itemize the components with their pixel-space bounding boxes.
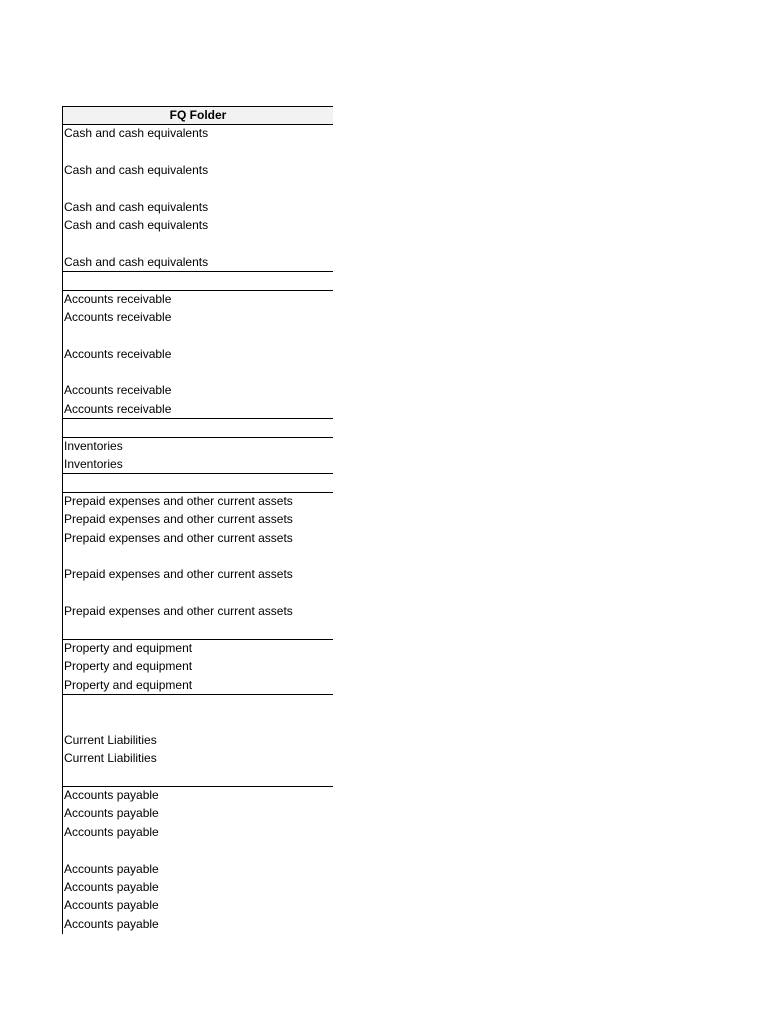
table-cell[interactable]: Accounts payable	[64, 880, 159, 895]
empty-cell[interactable]	[63, 585, 333, 603]
spreadsheet-column	[62, 106, 333, 934]
table-cell[interactable]: Accounts payable	[64, 861, 159, 876]
table-cell[interactable]: Inventories	[63, 456, 333, 474]
table-cell[interactable]: Prepaid expenses and other current assets	[64, 493, 293, 508]
table-cell[interactable]: Accounts payable	[64, 824, 159, 839]
empty-cell[interactable]	[63, 419, 333, 437]
empty-cell[interactable]	[63, 364, 333, 382]
empty-cell[interactable]	[63, 548, 333, 566]
table-cell[interactable]: Cash and cash equivalents	[64, 162, 209, 177]
empty-cell[interactable]	[63, 272, 333, 290]
column-header-fq-folder[interactable]: FQ Folder	[63, 106, 333, 125]
empty-cell[interactable]	[63, 474, 333, 492]
table-cell[interactable]: Prepaid expenses and other current assets	[64, 512, 293, 527]
column-cells	[63, 125, 333, 934]
empty-cell[interactable]	[63, 714, 333, 732]
empty-cell[interactable]	[63, 695, 333, 713]
empty-cell[interactable]	[63, 143, 333, 161]
empty-cell[interactable]	[63, 235, 333, 253]
table-cell[interactable]: Cash and cash equivalents	[63, 254, 333, 272]
table-cell[interactable]: Prepaid expenses and other current assets	[64, 604, 293, 619]
table-cell[interactable]: Accounts payable	[64, 806, 159, 821]
empty-cell[interactable]	[63, 180, 333, 198]
table-cell[interactable]: Cash and cash equivalents	[64, 199, 209, 214]
table-cell[interactable]: Cash and cash equivalents	[64, 126, 209, 140]
table-cell[interactable]: Prepaid expenses and other current assets	[64, 567, 293, 582]
table-cell[interactable]: Accounts receivable	[64, 383, 172, 398]
table-cell[interactable]: Accounts receivable	[63, 401, 333, 419]
table-cell[interactable]: Cash and cash equivalents	[64, 217, 209, 232]
table-cell[interactable]: Accounts payable	[64, 788, 159, 803]
table-cell[interactable]: Prepaid expenses and other current assets	[64, 530, 293, 545]
empty-cell[interactable]	[63, 769, 333, 787]
table-cell[interactable]: Accounts receivable	[64, 346, 172, 361]
empty-cell[interactable]	[63, 327, 333, 345]
table-cell[interactable]: Accounts receivable	[64, 309, 172, 324]
table-cell[interactable]: Property and equipment	[64, 640, 193, 655]
table-cell[interactable]: Accounts payable	[64, 898, 159, 913]
table-cell[interactable]: Inventories	[64, 438, 123, 453]
table-cell[interactable]: Accounts receivable	[64, 291, 172, 306]
table-cell[interactable]: Current Liabilities	[64, 751, 157, 766]
table-cell[interactable]: Property and equipment	[63, 677, 333, 695]
empty-cell[interactable]	[63, 622, 333, 640]
empty-cell[interactable]	[63, 842, 333, 860]
table-cell[interactable]: Accounts payable	[64, 916, 159, 931]
table-cell[interactable]: Property and equipment	[64, 659, 193, 674]
table-cell[interactable]: Current Liabilities	[64, 732, 157, 747]
